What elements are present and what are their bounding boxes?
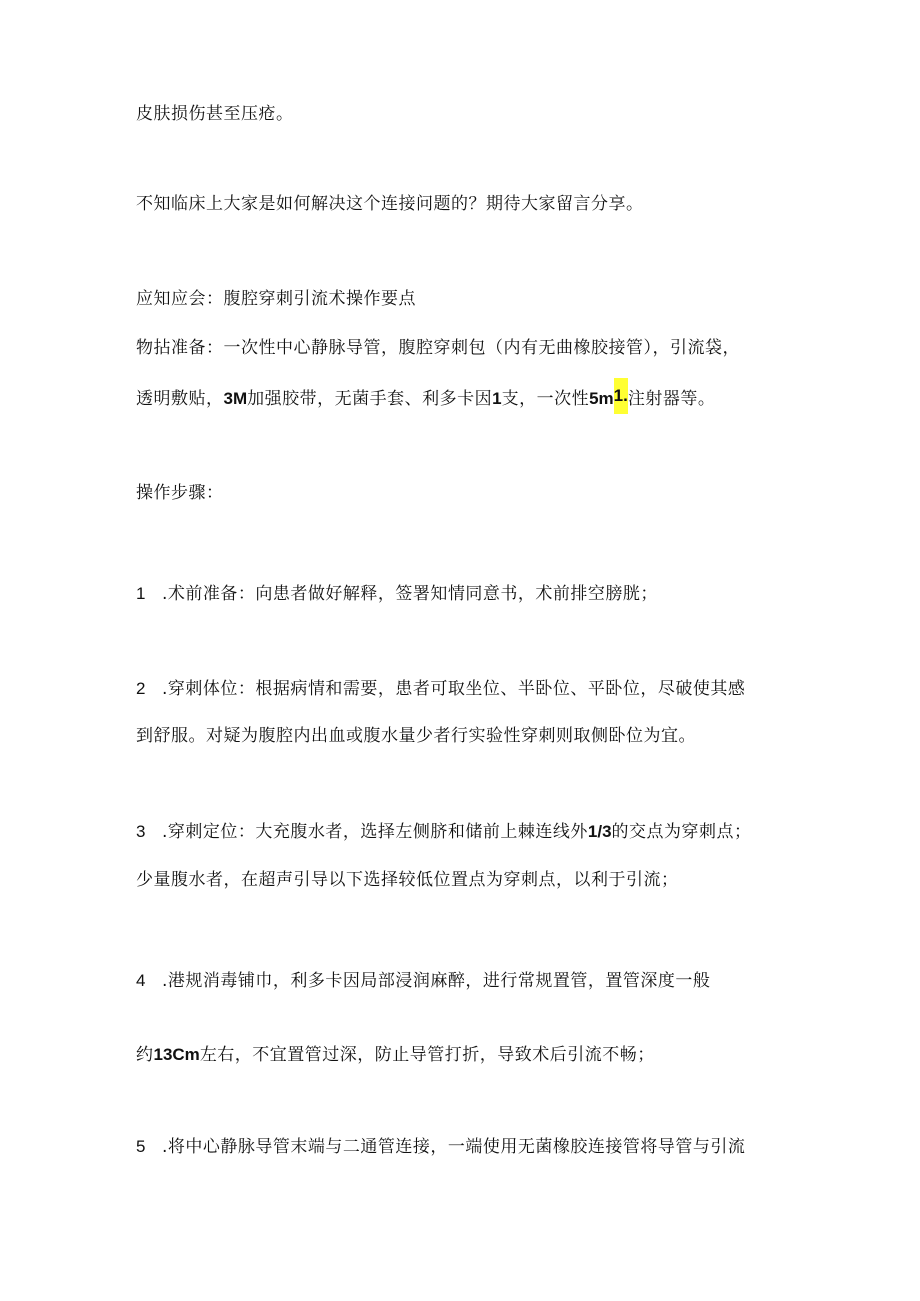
step-4-line-1 xyxy=(136,969,710,993)
step-2-line-2 xyxy=(136,724,696,748)
step-text: 左右，不宜置管过深，防止导管打折，导致术后引流不畅； xyxy=(199,1045,655,1065)
step-number: 3 xyxy=(136,822,146,841)
step-number: 5 xyxy=(136,1137,146,1156)
step-3-line-1 xyxy=(136,820,752,844)
paragraph-text xyxy=(136,102,294,126)
step-text: 少量腹水者，在超声引导以下选择较低位置点为穿刺点，以利于引流； xyxy=(136,870,679,890)
step-text: 到舒服。对疑为腹腔内出血或腹水量少者行实验性穿刺则取侧卧位为宜。 xyxy=(136,726,696,746)
step-3-line-2 xyxy=(136,868,679,892)
text-span: 操作步骤： xyxy=(136,483,224,503)
text-span: 物拈准备：一次性中心静脉导管，腹腔穿刺包（内有无曲橡胶接管），引流袋， xyxy=(136,338,740,358)
text-span: 应知应会：腹腔穿刺引流术操作要点 xyxy=(136,289,416,309)
text-span: 3M xyxy=(223,389,248,408)
step-text: .港规消毒铺巾，利多卡因局部浸润麻醉，进行常规置管，置管深度一般 xyxy=(162,971,711,991)
text-span: 加强胶带，无菌手套、利多卡因 xyxy=(247,389,493,409)
step-2-line-1 xyxy=(136,677,745,701)
materials-line-2 xyxy=(136,384,715,414)
text-span: 皮肤损伤甚至压疮。 xyxy=(136,104,294,124)
steps-title xyxy=(136,481,224,505)
step-number: 2 xyxy=(136,679,146,698)
text-span: 注射器等。 xyxy=(627,389,716,409)
step-text: 约 xyxy=(136,1045,154,1065)
step-number: 1 xyxy=(136,584,146,603)
step-text: 的交点为穿刺点； xyxy=(611,822,752,842)
paragraph-question xyxy=(136,192,644,216)
step-4-line-2 xyxy=(136,1043,655,1067)
text-span: 支，一次性 xyxy=(501,389,590,409)
text-span: 不知临床上大家是如何解决这个连接问题的？期待大家留言分享。 xyxy=(136,194,644,214)
step-text: .将中心静脉导管末端与二通管连接，一端使用无菌橡胶连接管将导管与引流 xyxy=(162,1137,746,1157)
text-span: 5m xyxy=(589,389,614,408)
step-1 xyxy=(136,582,658,606)
step-text: .穿刺体位：根据病情和需要，患者可取坐位、半卧位、平卧位，尽破使其感 xyxy=(162,679,746,699)
step-text: 1/3 xyxy=(587,822,612,841)
step-text: 13Cm xyxy=(153,1045,200,1064)
text-span: 透明敷贴， xyxy=(136,389,224,409)
highlighted-text: 1. xyxy=(614,378,628,414)
step-5-line-1 xyxy=(136,1135,745,1159)
step-text: .术前准备：向患者做好解释，签署知情同意书，术前排空膀胱； xyxy=(162,584,658,604)
section-title xyxy=(136,287,416,311)
step-number: 4 xyxy=(136,971,146,990)
step-text: .穿刺定位：大充腹水者，选择左侧脐和储前上棘连线外 xyxy=(162,822,588,842)
text-span: 1 xyxy=(492,389,502,408)
materials-line-1 xyxy=(136,336,740,360)
